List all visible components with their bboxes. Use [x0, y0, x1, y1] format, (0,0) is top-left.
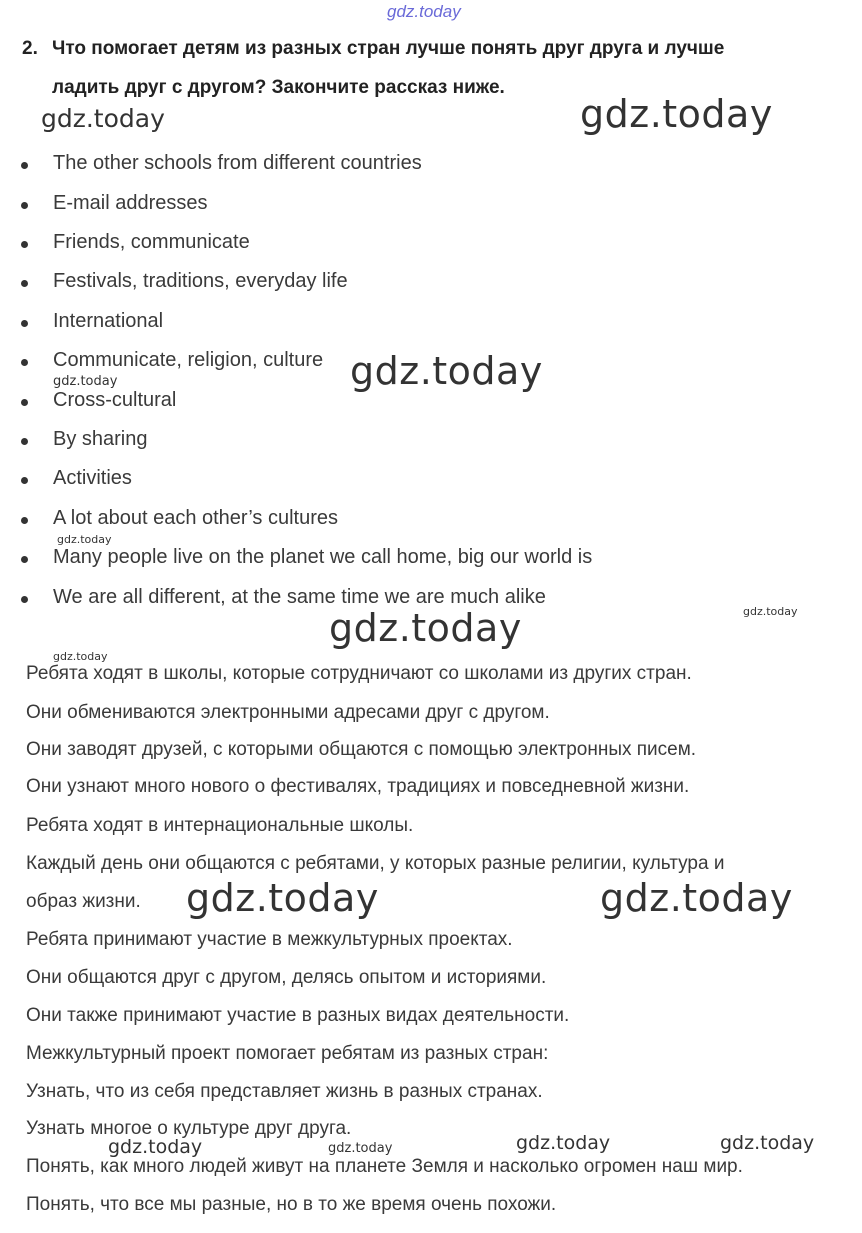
bullet-marker — [21, 359, 28, 366]
bullet-item: The other schools from different countries — [53, 152, 422, 174]
story-line: Ребята ходят в школы, которые сотрудничают со школами из других стран. — [26, 663, 692, 684]
watermark: gdz.today — [53, 374, 118, 389]
bullet-marker — [21, 438, 28, 445]
story-line: Узнать многое о культуре друг друга. — [26, 1118, 352, 1139]
story-line: Понять, что все мы разные, но в то же время очень похожи. — [26, 1194, 557, 1215]
bullet-marker — [21, 280, 28, 287]
bullet-item: International — [53, 310, 164, 332]
story-line: Они обмениваются электронными адресами друг с другом. — [26, 702, 550, 723]
watermark: gdz.today — [743, 605, 798, 618]
bullet-item: E-mail addresses — [53, 192, 208, 214]
bullet-marker — [21, 556, 28, 563]
bullet-marker — [21, 596, 28, 603]
story-line: Межкультурный проект помогает ребятам из разных стран: — [26, 1043, 549, 1064]
bullet-marker — [21, 162, 28, 169]
story-line: Ребята ходят в интернациональные школы. — [26, 815, 414, 836]
story-line: Они узнают много нового о фестивалях, традициях и повседневной жизни. — [26, 776, 690, 797]
bullet-item: A lot about each other’s cultures — [53, 507, 338, 529]
bullet-marker — [21, 399, 28, 406]
bullet-item: We are all different, at the same time we are much alike — [53, 586, 546, 608]
story-line: Они заводят друзей, с которыми общаются с помощью электронных писем. — [26, 739, 697, 760]
watermark: gdz.today — [329, 606, 522, 650]
story-line: Каждый день они общаются с ребятами, у которых разные религии, культура и — [26, 853, 725, 874]
watermark: gdz.today — [57, 533, 112, 546]
story-line: Они общаются друг с другом, делясь опытом и историями. — [26, 967, 547, 988]
watermark: gdz.today — [108, 1136, 203, 1158]
watermark: gdz.today — [600, 876, 793, 920]
story-line: Узнать, что из себя представляет жизнь в разных странах. — [26, 1081, 543, 1102]
watermark: gdz.today — [53, 650, 108, 663]
watermark: gdz.today — [516, 1132, 611, 1154]
watermark: gdz.today — [580, 92, 773, 136]
bullet-item: Festivals, traditions, everyday life — [53, 270, 348, 292]
story-line: образ жизни. — [26, 891, 141, 912]
bullet-item: Many people live on the planet we call home, big our world is — [53, 546, 593, 568]
watermark: gdz.today — [186, 876, 379, 920]
bullet-marker — [21, 241, 28, 248]
task-heading-line-2: ладить друг с другом? Закончите рассказ ниже. — [52, 77, 505, 98]
bullet-item: Friends, communicate — [53, 231, 250, 253]
story-line: Понять, как много людей живут на планете Земля и насколько огромен наш мир. — [26, 1156, 743, 1177]
bullet-marker — [21, 202, 28, 209]
bullet-marker — [21, 320, 28, 327]
story-line: Они также принимают участие в разных видах деятельности. — [26, 1005, 570, 1026]
watermark: gdz.today — [328, 1141, 393, 1156]
watermark: gdz.today — [350, 349, 543, 393]
watermark: gdz.today — [720, 1132, 815, 1154]
bullet-marker — [21, 517, 28, 524]
bullet-item: Communicate, religion, culture — [53, 349, 324, 371]
task-number: 2. — [22, 38, 38, 59]
bullet-marker — [21, 477, 28, 484]
task-heading-line-1: Что помогает детям из разных стран лучше понять друг друга и лучше — [52, 38, 725, 59]
bullet-item: By sharing — [53, 428, 148, 450]
bullet-item: Cross-cultural — [53, 389, 177, 411]
site-header-mark[interactable]: gdz.today — [387, 2, 461, 21]
story-line: Ребята принимают участие в межкультурных проектах. — [26, 929, 513, 950]
bullet-item: Activities — [53, 467, 132, 489]
watermark: gdz.today — [41, 104, 165, 133]
